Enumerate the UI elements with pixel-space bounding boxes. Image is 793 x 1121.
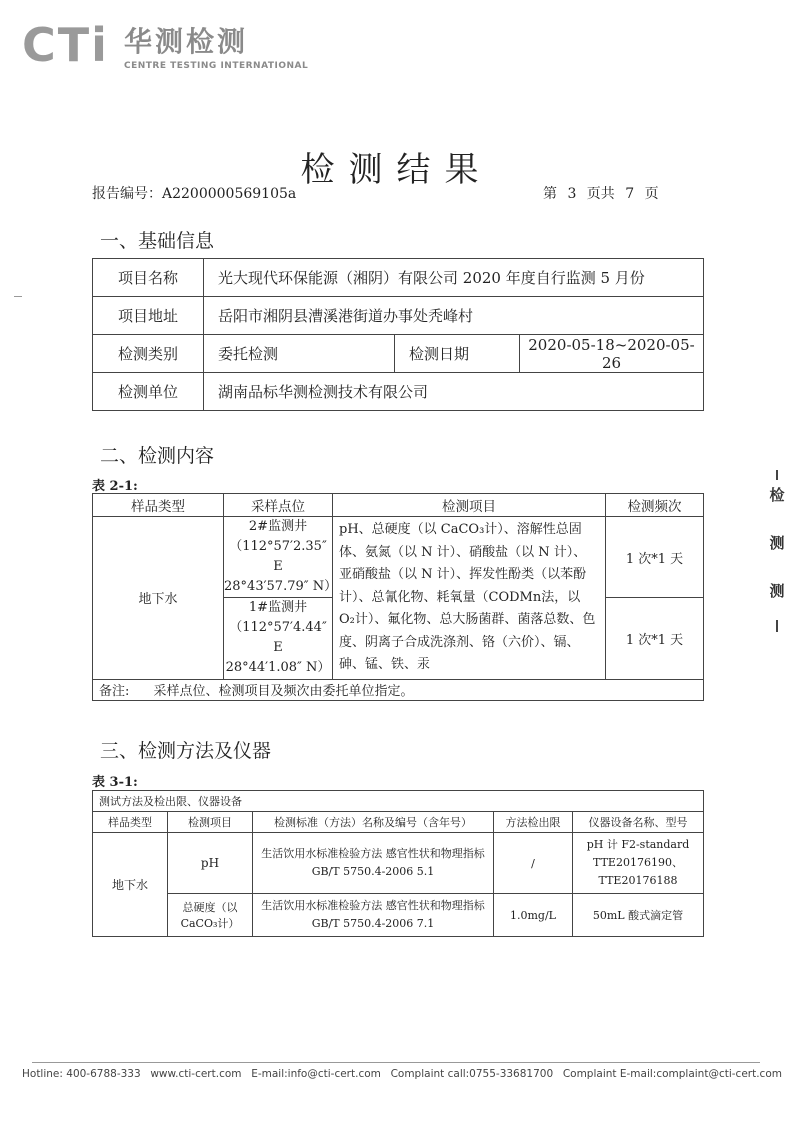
point-coord: （112°57′2.35″ E xyxy=(229,539,327,575)
footer-complaint-call: Complaint call:0755-33681700 xyxy=(390,1068,554,1080)
section-basic-info: 一、基础信息 xyxy=(100,230,215,252)
instrument: 50mL 酸式滴定管 xyxy=(573,894,704,937)
instrument: pH 计 F2-standard TTE20176190、TTE20176188 xyxy=(573,833,704,894)
project-name: 光大现代环保能源（湘阴）有限公司 2020 年度自行监测 5 月份 xyxy=(204,259,704,297)
test-date: 2020-05-18~2020-05-26 xyxy=(520,335,704,373)
test-type: 委托检测 xyxy=(204,335,395,373)
table2-header: 采样点位 xyxy=(224,494,333,517)
sample-type: 地下水 xyxy=(93,833,168,937)
table2-header: 样品类型 xyxy=(93,494,224,517)
sampling-point xyxy=(224,598,333,679)
point-name: 2#监测井 xyxy=(248,519,308,535)
point-coord: 28°44′1.08″ N） xyxy=(225,660,331,676)
side-stamp xyxy=(767,470,787,636)
table2-label: 表 2-1: xyxy=(92,479,138,494)
page-title: 检测结果 xyxy=(300,150,493,190)
note-text: 采样点位、检测项目及频次由委托单位指定。 xyxy=(153,684,414,699)
test-standard: 生活饮用水标准检验方法 感官性状和物理指标 GB/T 5750.4-2006 5.1 xyxy=(253,833,494,894)
project-address: 岳阳市湘阴县漕溪港街道办事处秃峰村 xyxy=(204,297,704,335)
logo-cti: CTi xyxy=(22,18,109,72)
note-label: 备注: xyxy=(99,684,130,699)
footer-divider xyxy=(32,1062,760,1063)
table3-caption: 测试方法及检出限、仪器设备 xyxy=(93,791,704,812)
sampling-point xyxy=(224,517,338,598)
sample-type: 地下水 xyxy=(93,517,224,680)
stamp-char: 测 xyxy=(769,534,785,552)
point-coord: （112°57′4.44″ E xyxy=(229,620,327,656)
section-test-content: 二、检测内容 xyxy=(100,445,215,467)
table3-header: 检测项目 xyxy=(168,812,253,833)
test-item: pH xyxy=(168,833,253,894)
test-content-table xyxy=(92,493,704,701)
table2-note xyxy=(93,679,704,700)
table3-header: 方法检出限 xyxy=(494,812,573,833)
table3-label: 表 3-1: xyxy=(92,775,138,790)
margin-tick xyxy=(14,296,22,297)
test-frequency: 1 次*1 天 xyxy=(606,598,704,679)
page-info: 第 3 页共 7 页 xyxy=(543,186,659,202)
footer-complaint-email[interactable]: Complaint E-mail:complaint@cti-cert.com xyxy=(562,1068,782,1080)
table3-header: 仪器设备名称、型号 xyxy=(573,812,704,833)
point-coord: 28°43′57.79″ N） xyxy=(224,579,338,595)
project-name-label: 项目名称 xyxy=(93,259,204,297)
basic-info-table xyxy=(92,258,704,411)
footer-email[interactable]: E-mail:info@cti-cert.com xyxy=(251,1068,381,1080)
table3-header: 检测标准（方法）名称及编号（含年号） xyxy=(253,812,494,833)
test-unit: 湖南品标华测检测技术有限公司 xyxy=(204,373,704,411)
project-address-label: 项目地址 xyxy=(93,297,204,335)
test-unit-label: 检测单位 xyxy=(93,373,204,411)
test-date-label: 检测日期 xyxy=(395,335,520,373)
test-type-label: 检测类别 xyxy=(93,335,204,373)
test-item: 总硬度（以 CaCO₃计） xyxy=(168,894,253,937)
footer-hotline: Hotline: 400-6788-333 xyxy=(22,1068,141,1080)
footer-website[interactable]: www.cti-cert.com xyxy=(150,1068,242,1080)
footer xyxy=(22,1068,782,1080)
stamp-char: 检 xyxy=(769,486,785,504)
test-standard: 生活饮用水标准检验方法 感官性状和物理指标 GB/T 5750.4-2006 7.1 xyxy=(253,894,494,937)
table3-header: 样品类型 xyxy=(93,812,168,833)
report-number: 报告编号：A2200000569105a xyxy=(92,186,297,202)
table2-header: 检测频次 xyxy=(606,494,704,517)
methods-table xyxy=(92,790,704,937)
stamp-char: 测 xyxy=(769,582,785,600)
section-methods: 三、检测方法及仪器 xyxy=(100,740,272,762)
table2-header: 检测项目 xyxy=(333,494,606,517)
logo-en: CENTRE TESTING INTERNATIONAL xyxy=(124,61,309,71)
detection-limit: / xyxy=(494,833,573,894)
point-name: 1#监测井 xyxy=(248,600,308,616)
detection-limit: 1.0mg/L xyxy=(494,894,573,937)
test-frequency: 1 次*1 天 xyxy=(606,517,704,598)
logo-cn: 华测检测 xyxy=(124,25,249,58)
test-items: pH、总硬度（以 CaCO₃计）、溶解性总固体、氨氮（以 N 计）、硝酸盐（以 N 计）、亚硝酸盐（以 N 计）、挥发性酚类（以苯酚计）、总氰化物、耗氧量（CODMn法，以 O₂计）、氟化物、总大肠菌群、菌落总数、色度、阴离子合成洗涤剂、铬（六价）、镉、砷、锰、铁、汞 xyxy=(333,517,606,680)
